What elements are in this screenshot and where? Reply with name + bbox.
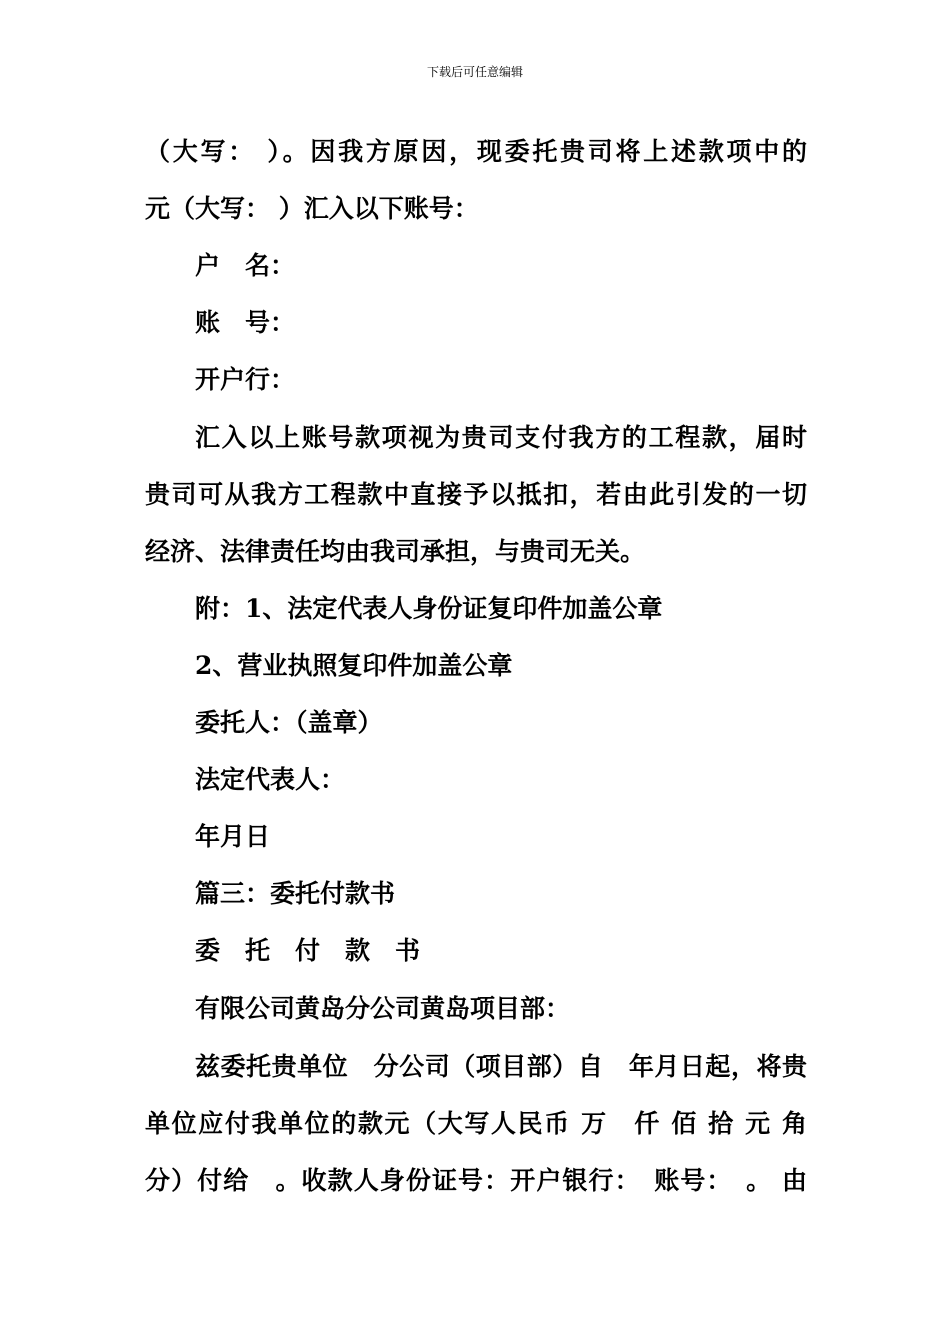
body-line-6: 汇入以上账号款项视为贵司支付我方的工程款，届时 — [195, 423, 807, 452]
body-line-17: 兹委托贵单位 分公司（项目部）自 年月日起，将贵 — [195, 1052, 807, 1081]
body-line-1: （大写： ）。因我方原因，现委托贵司将上述款项中的 — [145, 137, 807, 166]
attachment-1: 附：1、法定代表人身份证复印件加盖公章 — [195, 594, 663, 623]
body-line-2: 元（大写： ）汇入以下账号： — [145, 194, 479, 223]
body-line-8: 经济、法律责任均由我司承担，与贵司无关。 — [145, 537, 646, 566]
bank-label: 开户行： — [195, 365, 296, 394]
legal-rep-label: 法定代表人： — [195, 765, 346, 794]
account-number-label: 账 号： — [195, 308, 296, 337]
body-line-19: 分）付给 。收款人身份证号：开户银行： 账号： 。 由 — [145, 1166, 807, 1195]
body-line-18: 单位应付我单位的款元（大写人民币 万 仟 佰 拾 元 角 — [145, 1109, 807, 1138]
section-heading: 篇三：委托付款书 — [195, 879, 396, 908]
account-name-label: 户 名： — [195, 251, 296, 280]
document-title: 委 托 付 款 书 — [195, 936, 421, 965]
principal-label: 委托人：（盖章） — [195, 708, 383, 737]
body-line-7: 贵司可从我方工程款中直接予以抵扣，若由此引发的一切 — [145, 480, 807, 509]
date-label: 年月日 — [195, 822, 271, 851]
attachment-2: 2、营业执照复印件加盖公章 — [195, 651, 513, 680]
addressee: 有限公司黄岛分公司黄岛项目部： — [195, 994, 571, 1023]
page-header: 下载后可任意编辑 — [426, 65, 523, 79]
